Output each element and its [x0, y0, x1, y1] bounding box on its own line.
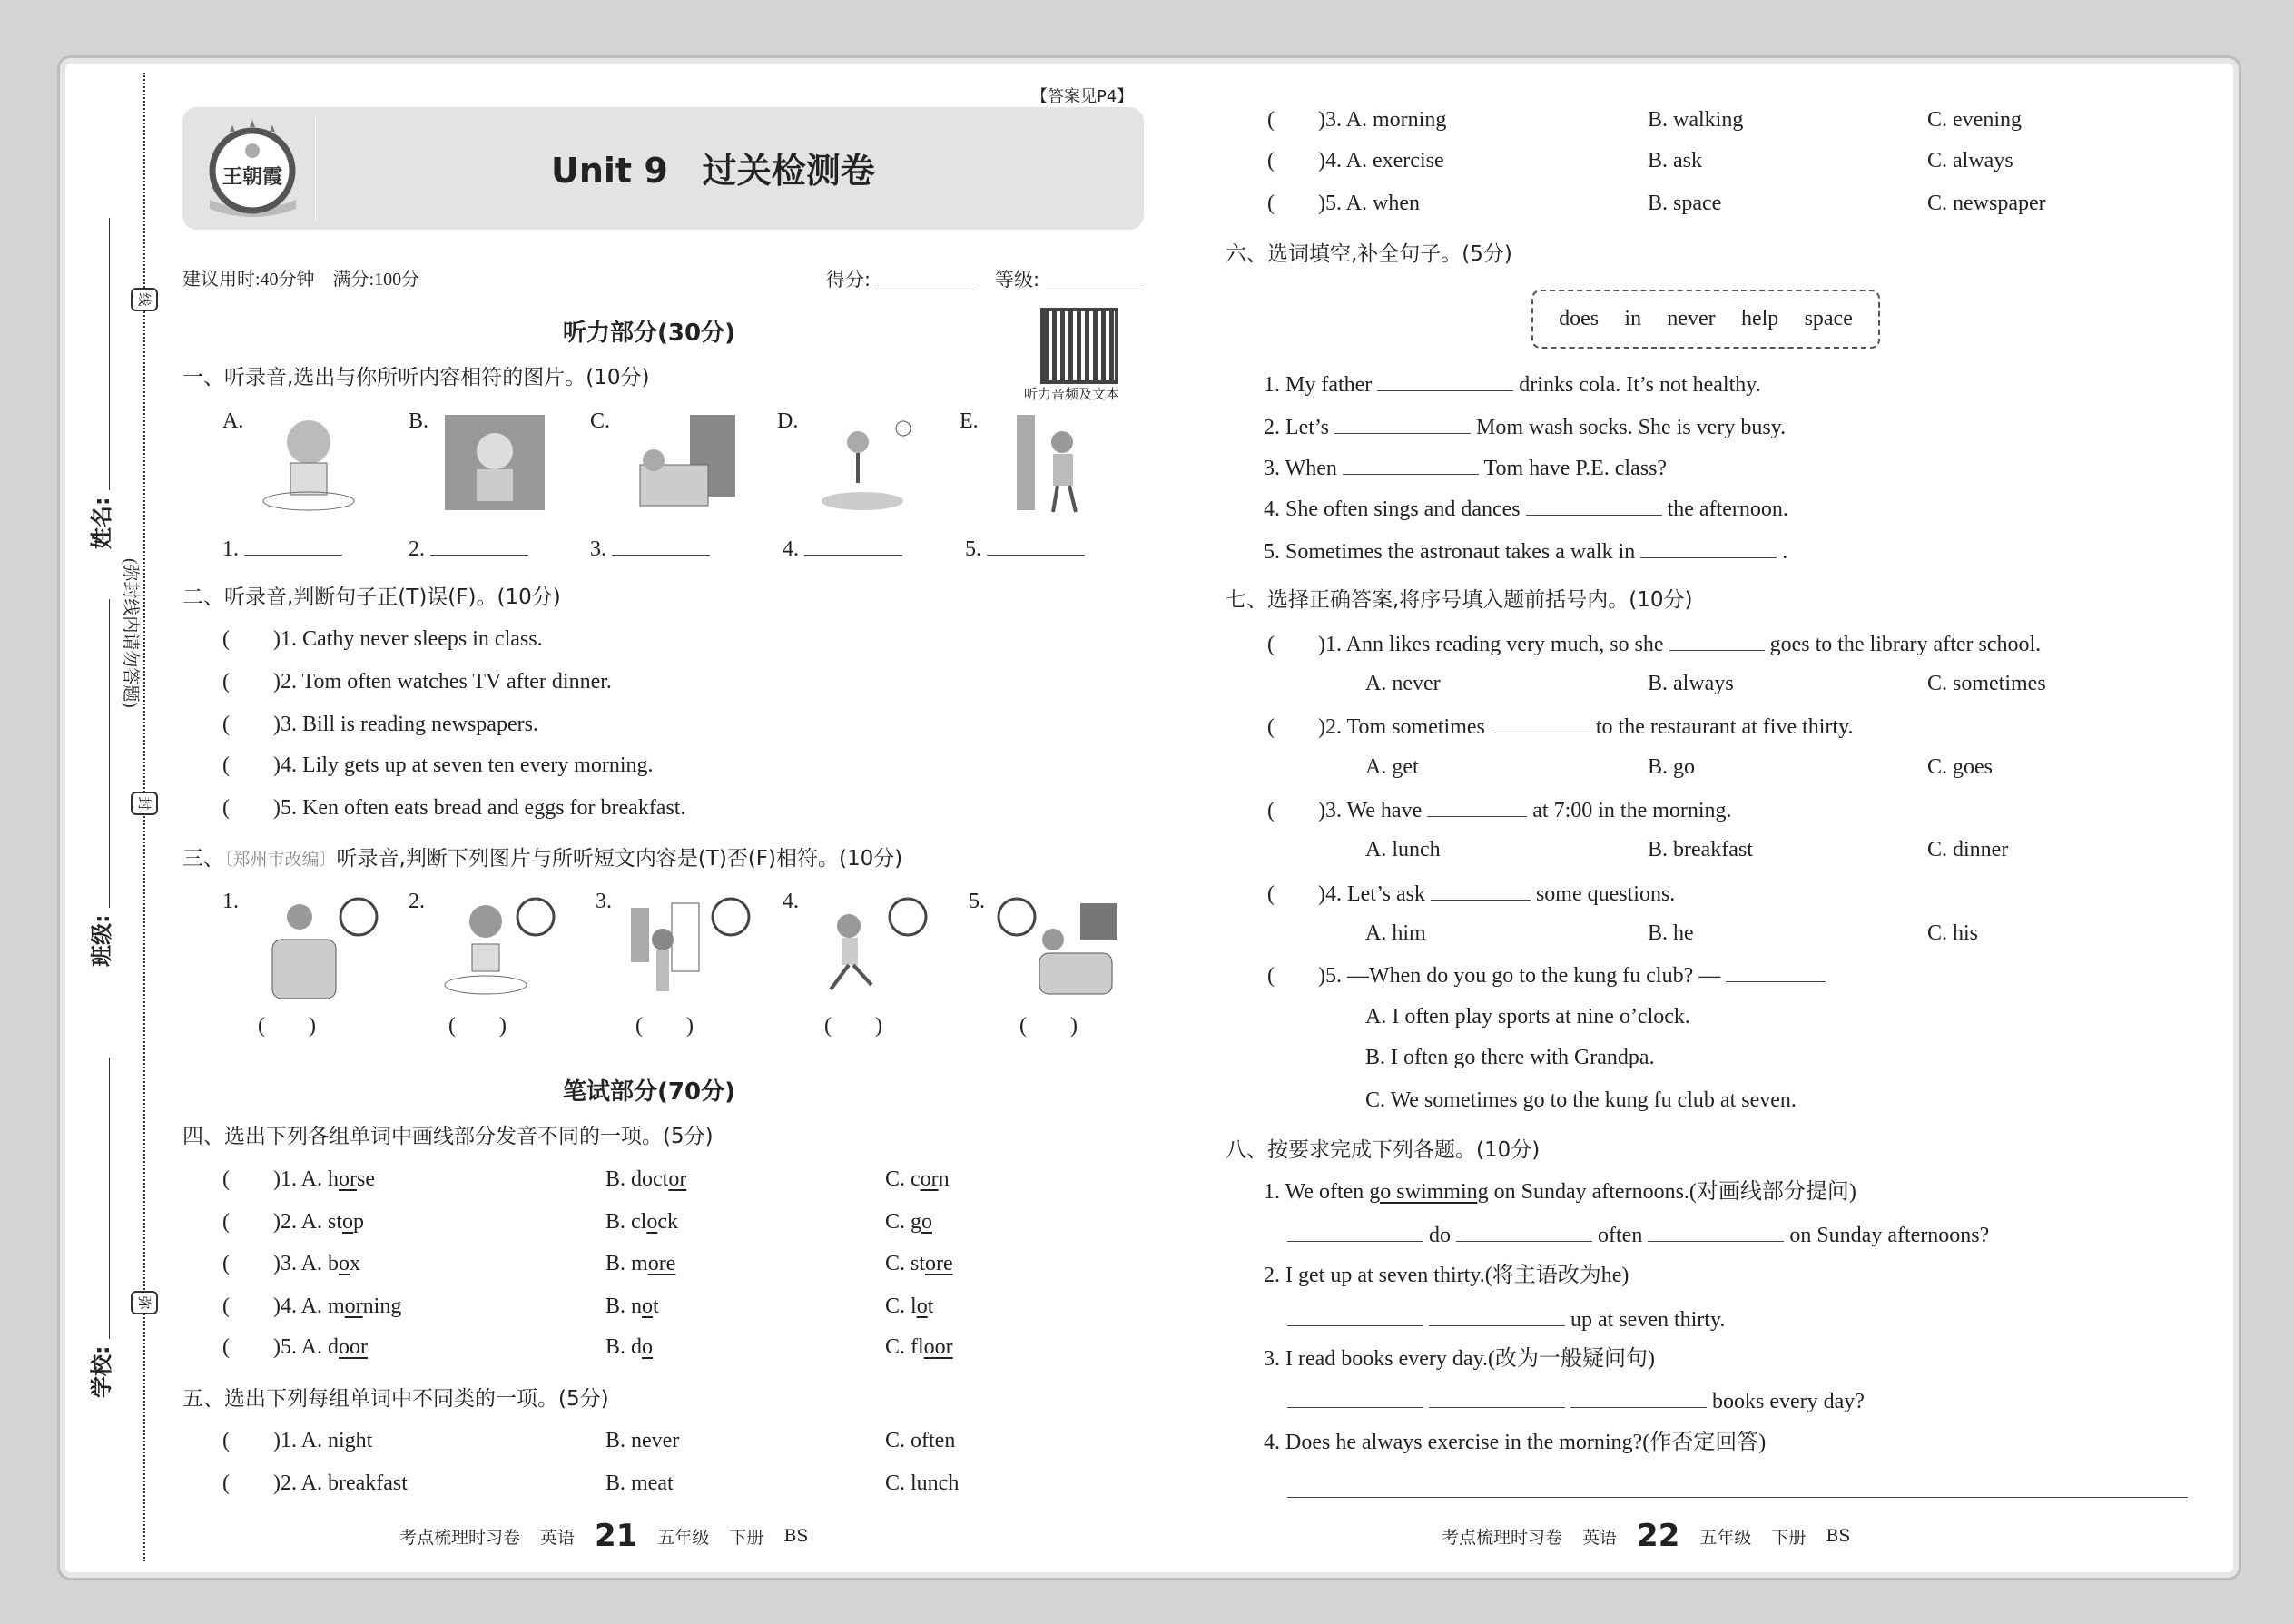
choice-row[interactable]: ( )2. A. breakfast — [222, 1471, 408, 1495]
word-bank-item: in — [1624, 307, 1642, 330]
picture-girl-eating — [254, 410, 372, 519]
choice-option: B. space — [1648, 192, 1722, 215]
answer-slot-5[interactable]: 5. — [965, 534, 1085, 563]
grade-label: 等级: — [995, 269, 1040, 290]
rewrite-q2: 2. I get up at seven thirty.(将主语改为he) — [1264, 1264, 1629, 1287]
tf-answer-blank[interactable]: ( ) — [258, 1014, 316, 1038]
choice-row[interactable]: ( )3. A. morning — [1267, 108, 1447, 132]
picture-child-in-messy-room — [440, 410, 558, 519]
option-letter: D. — [777, 409, 799, 433]
mc-option[interactable]: B. he — [1648, 921, 1694, 945]
picture-girl-at-door-clock — [622, 894, 767, 1003]
choice-option: C. evening — [1927, 108, 2022, 132]
word-bank-item: never — [1667, 307, 1716, 330]
picture-number: 5. — [969, 890, 985, 913]
choice-option: B. ask — [1648, 149, 1702, 172]
phonics-option: B. clock — [605, 1210, 678, 1234]
fill-blank-item[interactable]: 2. Let’s Mom wash socks. She is very busy. — [1264, 412, 1786, 441]
fill-blank-item[interactable]: 1. My father drinks cola. It’s not healthy. — [1264, 369, 1761, 399]
tf-answer-blank[interactable]: ( ) — [1019, 1014, 1078, 1038]
page-number: 22 — [1637, 1518, 1680, 1554]
mc-question[interactable]: ( )3. We have at 7:00 in the morning. — [1267, 795, 1732, 824]
mc-option[interactable]: A. him — [1365, 921, 1426, 945]
school-field[interactable] — [109, 1058, 110, 1339]
choice-row[interactable]: ( )5. A. when — [1267, 192, 1420, 215]
tf-item[interactable]: ( )2. Tom often watches TV after dinner. — [222, 670, 612, 694]
phonics-option: C. floor — [885, 1335, 953, 1359]
phonics-row[interactable]: ( )5. A. door — [222, 1335, 368, 1359]
footer-right: 考点梳理时习卷 英语 22 五年级 下册 BS — [1442, 1518, 1851, 1554]
section-4-title: 四、选出下列各组单词中画线部分发音不同的一项。(5分) — [182, 1125, 714, 1148]
mc-option[interactable]: A. I often play sports at nine o’clock. — [1365, 1005, 1690, 1029]
picture-bed-and-window — [626, 410, 744, 519]
option-letter: B. — [409, 409, 429, 433]
writing-section-title: 笔试部分(70分) — [563, 1078, 735, 1106]
section-1-title: 一、听录音,选出与你所听内容相符的图片。(10分) — [182, 366, 650, 389]
tf-item[interactable]: ( )1. Cathy never sleeps in class. — [222, 627, 543, 651]
choice-option: C. always — [1927, 149, 2013, 172]
mc-question[interactable]: ( )1. Ann likes reading very much, so she goes to the library after school. — [1267, 629, 2041, 658]
phonics-row[interactable]: ( )3. A. box — [222, 1252, 360, 1275]
rewrite-q4: 4. Does he always exercise in the morning?(作否定回答) — [1264, 1431, 1767, 1454]
mc-question[interactable]: ( )4. Let’s ask some questions. — [1267, 879, 1675, 908]
tf-answer-blank[interactable]: ( ) — [448, 1014, 507, 1038]
picture-girl-in-bed-clock — [250, 894, 395, 1003]
mc-question[interactable]: ( )5. —When do you go to the kung fu club? — — [1267, 960, 1826, 989]
phonics-row[interactable]: ( )2. A. stop — [222, 1210, 364, 1234]
choice-option: B. meat — [605, 1471, 674, 1495]
section-3-title: 三、〔郑州市改编〕听录音,判断下列图片与所听短文内容是(T)否(F)相符。(10分) — [182, 847, 903, 871]
word-bank-item: space — [1804, 307, 1853, 330]
choice-option: B. never — [605, 1429, 680, 1452]
svg-text:王朝霞: 王朝霞 — [222, 165, 283, 189]
rewrite-a1[interactable]: do often on Sunday afternoons? — [1287, 1220, 1989, 1249]
rewrite-a2[interactable]: up at seven thirty. — [1287, 1304, 1725, 1334]
seal-mark-mi: 弥 — [131, 1291, 158, 1314]
section-2-title: 二、听录音,判断句子正(T)误(F)。(10分) — [182, 586, 561, 609]
class-field[interactable] — [109, 599, 110, 908]
answer-slot-3[interactable]: 3. — [590, 534, 710, 563]
option-letter: A. — [222, 409, 244, 433]
fill-blank-item[interactable]: 4. She often sings and dances the afternoon. — [1264, 494, 1788, 523]
phonics-option: B. do — [605, 1335, 654, 1359]
mc-option[interactable]: A. lunch — [1365, 838, 1441, 861]
option-letter: E. — [960, 409, 979, 433]
option-letter: C. — [590, 409, 611, 433]
qr-caption: 听力音频及文本 — [1024, 388, 1120, 402]
phonics-row[interactable]: ( )4. A. morning — [222, 1294, 402, 1318]
phonics-option: C. lot — [885, 1294, 934, 1318]
name-field[interactable] — [109, 218, 110, 490]
school-label: 学校: — [89, 1345, 114, 1398]
picture-number: 1. — [222, 890, 239, 913]
tf-item[interactable]: ( )3. Bill is reading newspapers. — [222, 713, 538, 736]
choice-option: B. walking — [1648, 108, 1744, 132]
phonics-option: C. store — [885, 1252, 953, 1275]
footer-left: 考点梳理时习卷 英语 21 五年级 下册 BS — [399, 1518, 809, 1554]
grade-field[interactable] — [1046, 269, 1144, 290]
picture-girl-waking-clock — [994, 894, 1139, 1003]
choice-option: C. lunch — [885, 1471, 960, 1495]
seal-notice: (弥封线内请勿答题) — [121, 558, 140, 708]
score-field[interactable] — [876, 269, 974, 290]
choice-row[interactable]: ( )1. A. night — [222, 1429, 373, 1452]
seal-mark-xian: 线 — [131, 288, 158, 311]
picture-number: 3. — [596, 890, 612, 913]
phonics-option: B. more — [605, 1252, 676, 1275]
title-banner — [182, 107, 1144, 230]
mc-option[interactable]: C. sometimes — [1927, 672, 2046, 695]
section-5-title: 五、选出下列每组单词中不同类的一项。(5分) — [182, 1387, 609, 1411]
section-6-title: 六、选词填空,补全句子。(5分) — [1226, 242, 1512, 266]
mc-option[interactable]: B. I often go there with Grandpa. — [1365, 1046, 1655, 1069]
publisher-logo — [201, 118, 305, 220]
score-label: 得分: — [826, 269, 871, 290]
time-and-full-score: 建议用时:40分钟 满分:100分 — [182, 270, 420, 290]
answer-slot-4[interactable]: 4. — [783, 534, 902, 563]
fill-blank-item[interactable]: 5. Sometimes the astronaut takes a walk in . — [1264, 536, 1787, 566]
mc-option[interactable]: C. We sometimes go to the kung fu club at seven. — [1365, 1088, 1797, 1112]
tf-item[interactable]: ( )5. Ken often eats bread and eggs for breakfast. — [222, 796, 686, 820]
answer-slot-2[interactable]: 2. — [409, 534, 528, 563]
section-7-title: 七、选择正确答案,将序号填入题前括号内。(10分) — [1226, 588, 1693, 612]
choice-row[interactable]: ( )4. A. exercise — [1267, 149, 1444, 172]
choice-option: C. often — [885, 1429, 956, 1452]
rewrite-a3[interactable]: books every day? — [1287, 1386, 1865, 1415]
mc-question[interactable]: ( )2. Tom sometimes to the restaurant at five thirty. — [1267, 712, 1854, 741]
page-title: Unit 9 过关检测卷 — [551, 151, 875, 191]
fill-blank-item[interactable]: 3. When Tom have P.E. class? — [1264, 453, 1667, 482]
picture-child-exercising — [812, 410, 930, 519]
phonics-row[interactable]: ( )1. A. horse — [222, 1167, 375, 1191]
answer-slot-1[interactable]: 1. — [222, 534, 342, 563]
word-bank-item: does — [1559, 307, 1600, 330]
rewrite-q3: 3. I read books every day.(改为一般疑问句) — [1264, 1347, 1656, 1371]
picture-number: 2. — [409, 890, 425, 913]
picture-number: 4. — [783, 890, 799, 913]
mc-option[interactable]: B. breakfast — [1648, 838, 1753, 861]
mc-option[interactable]: B. go — [1648, 755, 1696, 779]
tf-item[interactable]: ( )4. Lily gets up at seven ten every morning. — [222, 753, 654, 777]
phonics-option: B. not — [605, 1294, 659, 1318]
class-label: 班级: — [89, 914, 114, 967]
section-8-title: 八、按要求完成下列各题。(10分) — [1226, 1138, 1541, 1162]
picture-girl-breakfast-clock — [436, 894, 581, 1003]
phonics-option: C. corn — [885, 1167, 950, 1191]
phonics-option: B. doctor — [605, 1167, 687, 1191]
rewrite-q1: 1. We often go swimming on Sunday afternoons.(对画线部分提问) — [1264, 1180, 1856, 1204]
mc-option[interactable]: C. his — [1927, 921, 1979, 945]
name-label: 姓名: — [89, 497, 114, 549]
tf-answer-blank[interactable]: ( ) — [824, 1014, 882, 1038]
mc-option[interactable]: A. never — [1365, 672, 1441, 695]
answer-reference: 【答案见P4】 — [1031, 87, 1134, 106]
mc-option[interactable]: C. dinner — [1927, 838, 2009, 861]
word-bank — [1531, 290, 1880, 349]
qr-code[interactable] — [1044, 311, 1115, 380]
listening-section-title: 听力部分(30分) — [563, 320, 735, 347]
phonics-option: C. go — [885, 1210, 933, 1234]
mc-option[interactable]: A. get — [1365, 755, 1419, 779]
word-bank-item: help — [1740, 307, 1779, 330]
picture-child-leaving — [989, 410, 1108, 519]
mc-option[interactable]: C. goes — [1927, 755, 1993, 779]
seal-mark-feng: 封 — [131, 792, 158, 815]
page-number: 21 — [595, 1518, 638, 1554]
tf-answer-blank[interactable]: ( ) — [635, 1014, 694, 1038]
rewrite-a4-line[interactable] — [1287, 1497, 2188, 1498]
choice-option: C. newspaper — [1927, 192, 2046, 215]
mc-option[interactable]: B. always — [1648, 672, 1734, 695]
picture-girl-running-clock — [808, 894, 953, 1003]
